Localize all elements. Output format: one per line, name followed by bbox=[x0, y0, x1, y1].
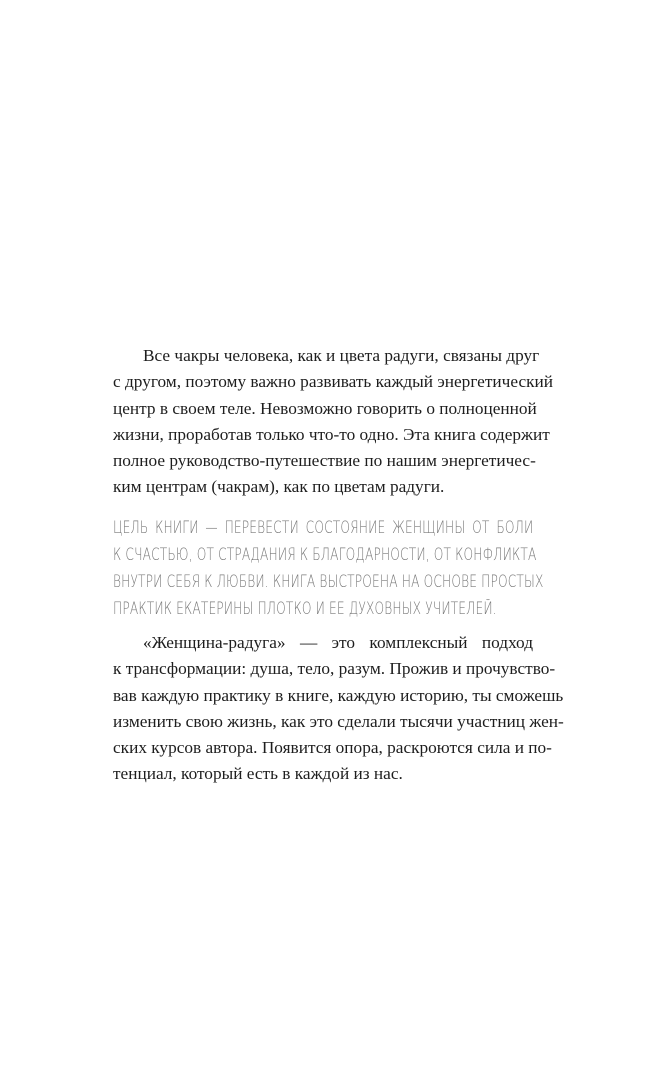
text-line: «Женщина-радуга» — это комплексный подход bbox=[143, 633, 533, 652]
text-line: к трансформации: душа, тело, разум. Прожив и прочувство- bbox=[113, 659, 556, 679]
paragraph-woman-rainbow bbox=[113, 630, 564, 788]
paragraph-chakras bbox=[113, 343, 554, 501]
text-line: центр в своем теле. Невозможно говорить о полноценной bbox=[113, 398, 537, 418]
text-line: полное руководство-путешествие по нашим энергетичес- bbox=[113, 451, 536, 471]
text-line: вав каждую практику в книге, каждую историю, ты сможешь bbox=[113, 685, 564, 705]
paragraph-book-goal bbox=[113, 514, 544, 622]
text-line: К СЧАСТЬЮ, ОТ СТРАДАНИЯ К БЛАГОДАРНОСТИ, ОТ КОНФЛИКТА bbox=[113, 545, 537, 564]
text-line: тенциал, который есть в каждой из нас. bbox=[113, 764, 403, 784]
text-line: ким центрам (чакрам), как по цветам радуги. bbox=[113, 477, 445, 497]
text-line: ПРАКТИК ЕКАТЕРИНЫ ПЛОТКО И ЕЕ ДУХОВНЫХ УЧИТЕЛЕЙ. bbox=[113, 599, 497, 618]
text-line: жизни, проработав только что-то одно. Эта книга содержит bbox=[113, 424, 550, 444]
text-line: ских курсов автора. Появится опора, раскроются сила и по- bbox=[113, 738, 552, 758]
text-line: ЦЕЛЬ КНИГИ — ПЕРЕВЕСТИ СОСТОЯНИЕ ЖЕНЩИНЫ ОТ БОЛИ bbox=[113, 518, 534, 537]
text-line: с другом, поэтому важно развивать каждый энергетический bbox=[113, 372, 554, 392]
text-line: ВНУТРИ СЕБЯ К ЛЮБВИ. КНИГА ВЫСТРОЕНА НА ОСНОВЕ ПРОСТЫХ bbox=[113, 572, 544, 591]
text-line: изменить свою жизнь, как это сделали тысячи участниц жен- bbox=[113, 711, 564, 731]
text-line: Все чакры человека, как и цвета радуги, связаны друг bbox=[143, 346, 540, 365]
